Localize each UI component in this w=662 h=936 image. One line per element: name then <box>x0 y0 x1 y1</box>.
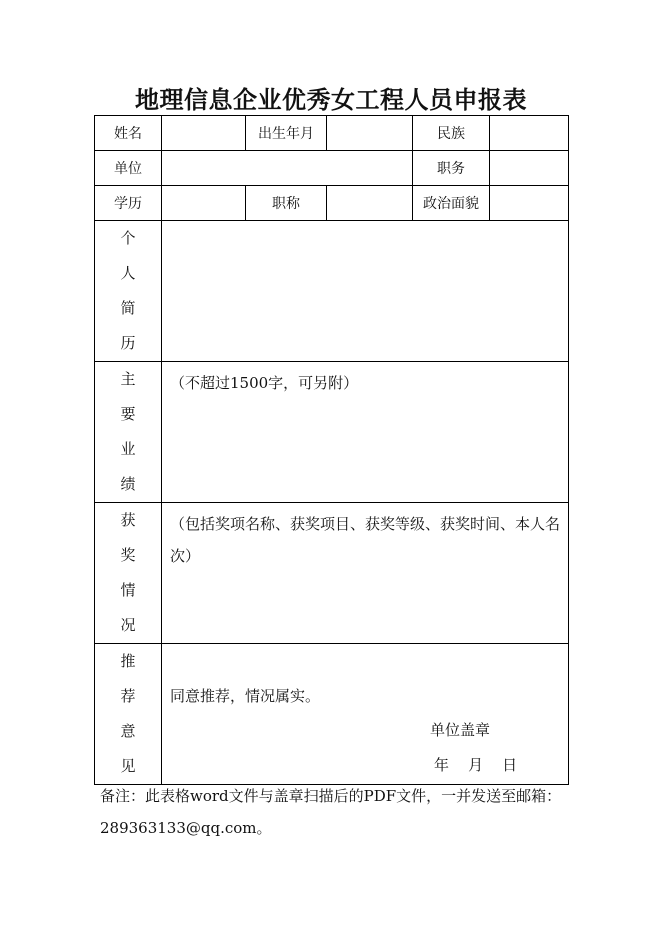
resume-field[interactable] <box>162 221 569 362</box>
political-label: 政治面貌 <box>413 186 490 221</box>
unit-label: 单位 <box>95 151 162 186</box>
form-title: 地理信息企业优秀女工程人员申报表 <box>135 86 527 114</box>
recommendation-label: 推 荐 意 见 <box>95 644 162 785</box>
birth-field[interactable] <box>327 116 413 151</box>
name-field[interactable] <box>162 116 246 151</box>
unit-field[interactable] <box>162 151 413 186</box>
ethnicity-label: 民族 <box>413 116 490 151</box>
application-form-table <box>94 115 569 785</box>
name-label: 姓名 <box>95 116 162 151</box>
achievements-field[interactable] <box>162 362 569 503</box>
ethnicity-field[interactable] <box>490 116 569 151</box>
resume-label: 个 人 简 历 <box>95 221 162 362</box>
political-field[interactable] <box>490 186 569 221</box>
title-field[interactable] <box>327 186 413 221</box>
unit-seal-label: 单位盖章 <box>430 721 491 739</box>
footnote: 备注：此表格word文件与盖章扫描后的PDF文件，一并发送至邮箱：289363133@qq.com。 <box>100 787 562 837</box>
position-field[interactable] <box>490 151 569 186</box>
recommendation-field[interactable] <box>162 644 569 785</box>
education-field[interactable] <box>162 186 246 221</box>
title-label: 职称 <box>246 186 327 221</box>
awards-hint: （包括奖项名称、获奖项目、获奖等级、获奖时间、本人名次） <box>170 515 561 565</box>
recommendation-text: 同意推荐，情况属实。 <box>170 687 321 705</box>
date-label: 年 月 日 <box>434 756 518 774</box>
birth-label: 出生年月 <box>246 116 327 151</box>
position-label: 职务 <box>413 151 490 186</box>
awards-field[interactable] <box>162 503 569 644</box>
education-label: 学历 <box>95 186 162 221</box>
awards-label: 获 奖 情 况 <box>95 503 162 644</box>
achievements-label: 主 要 业 绩 <box>95 362 162 503</box>
achievements-hint: （不超过1500字，可另附） <box>170 374 359 392</box>
